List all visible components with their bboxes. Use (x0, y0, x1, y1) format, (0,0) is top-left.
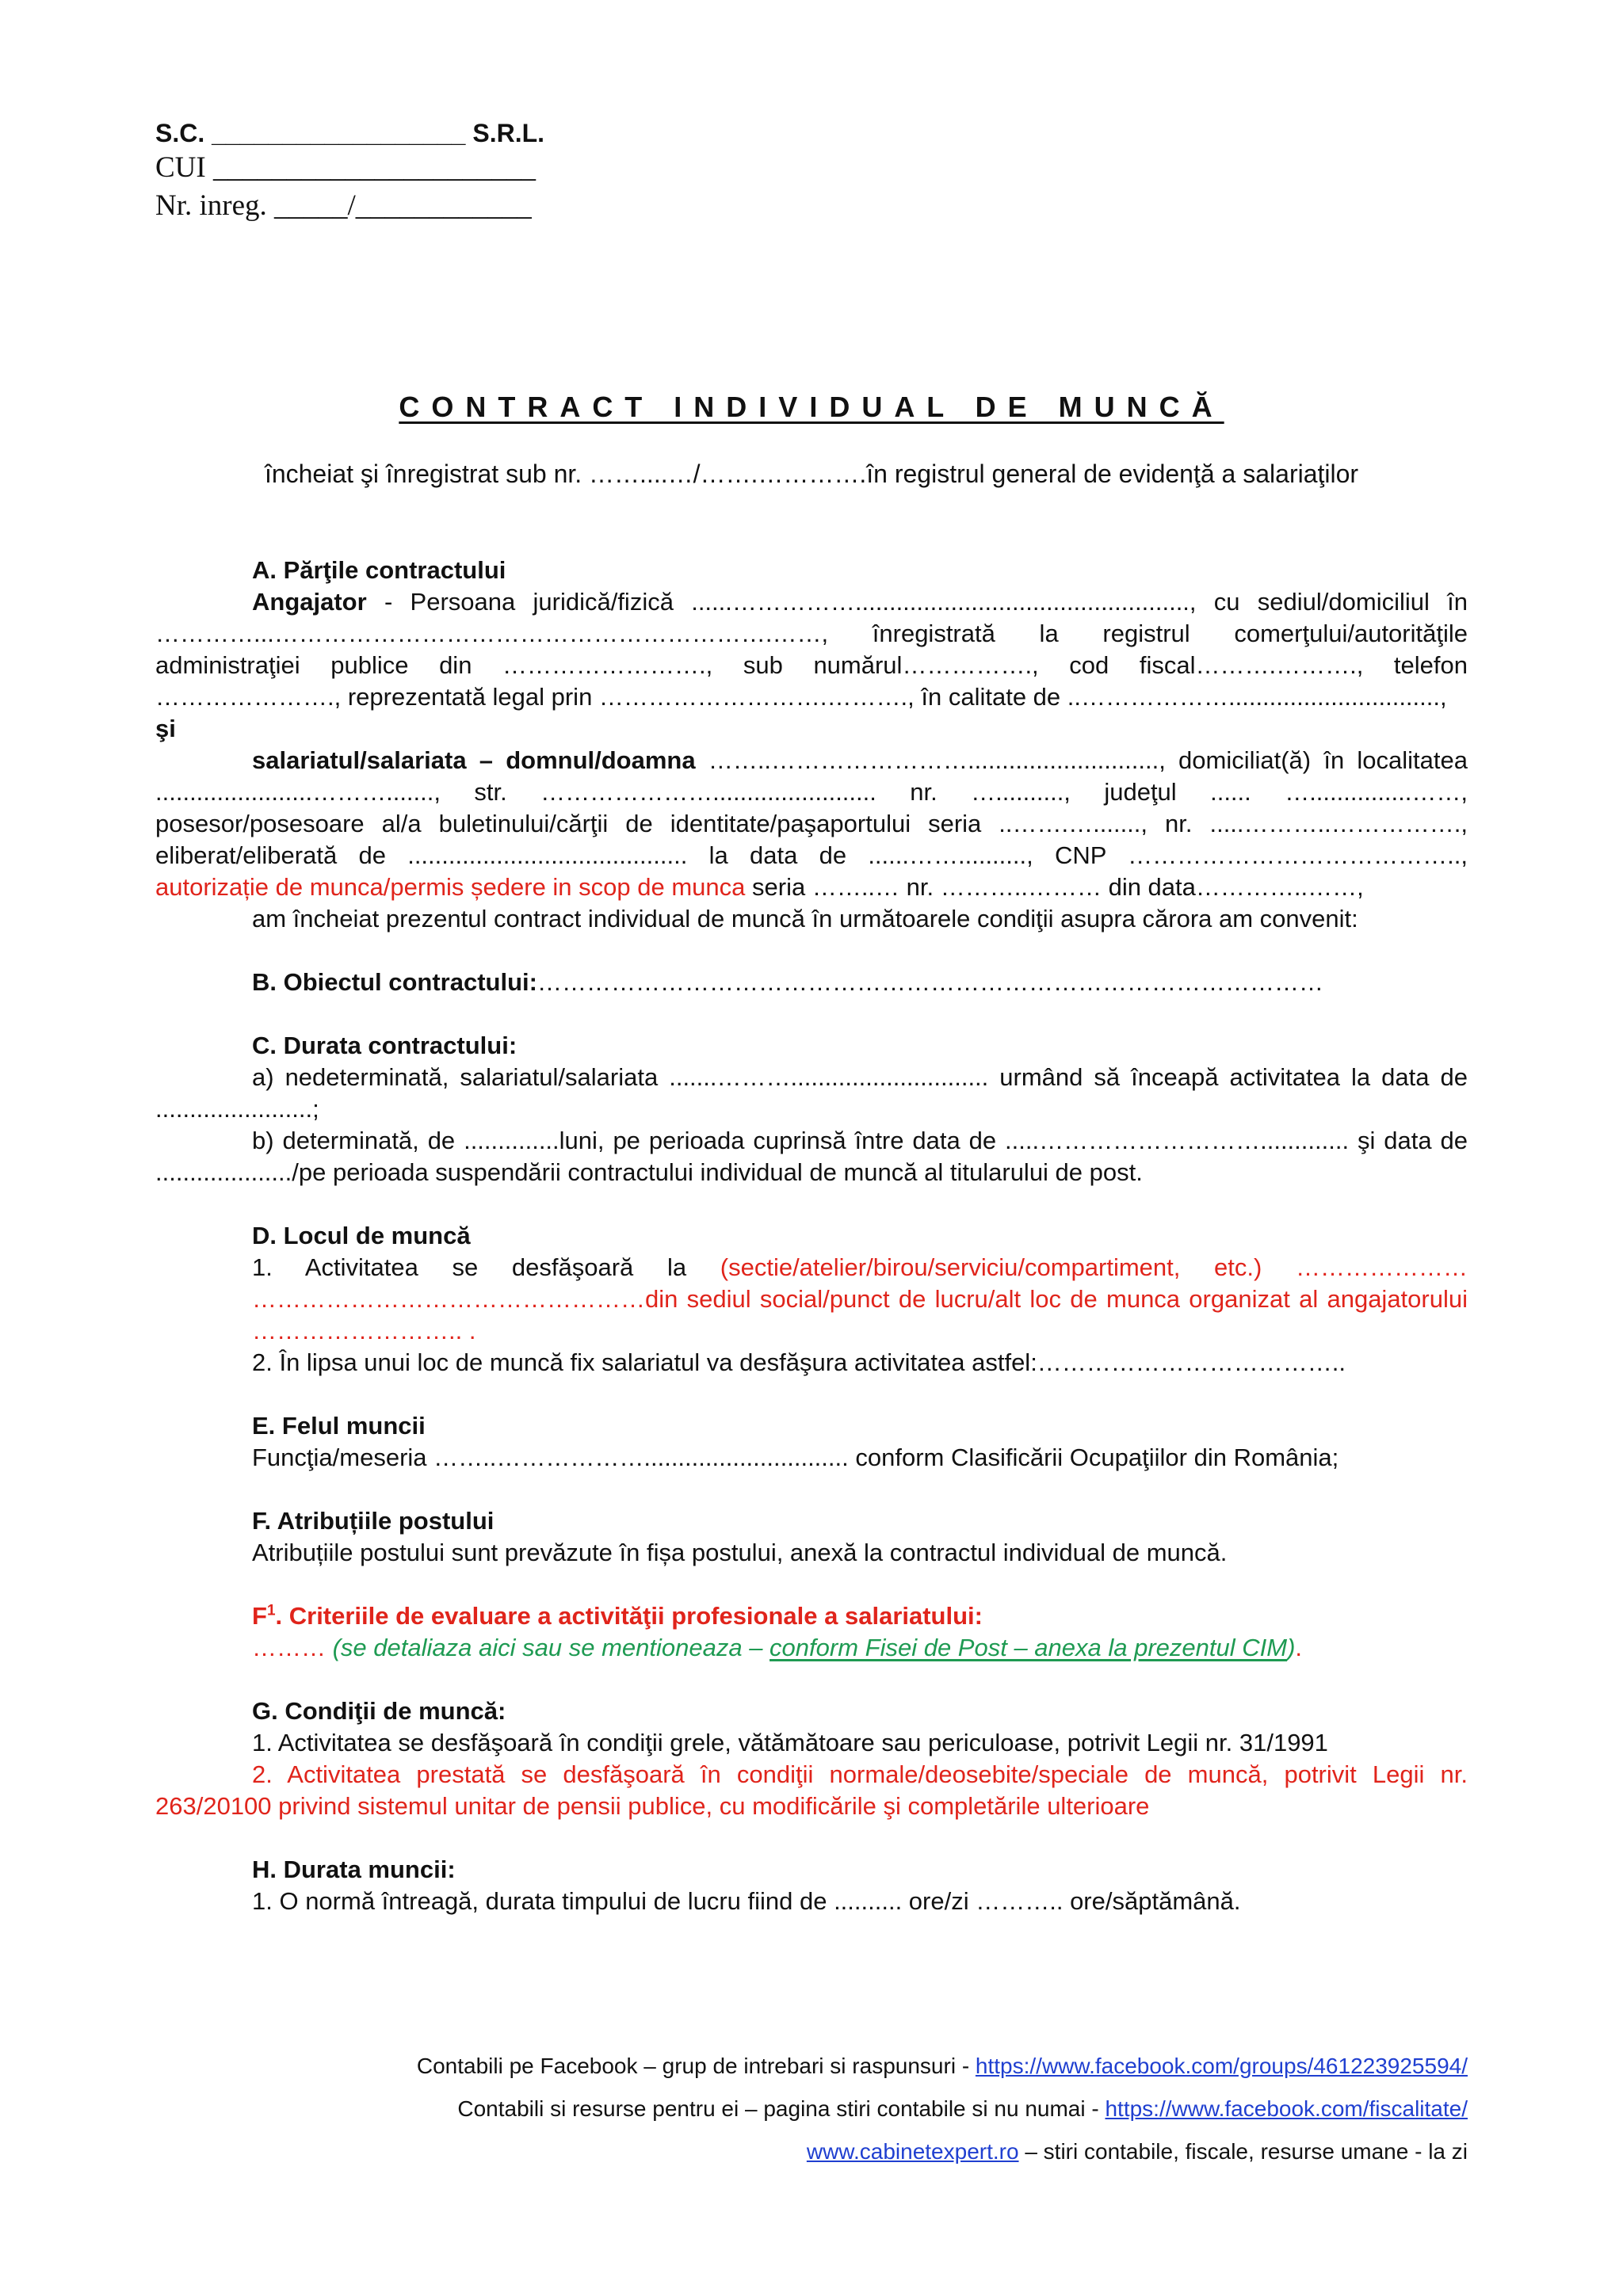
section-a-heading: A. Părţile contractului (252, 556, 506, 584)
section-f1-heading: $F^1$. Criteriile de evaluare a activităţii profesionale a salariatului: (252, 1602, 983, 1630)
section-c-item-b: b) determinată, de ..............luni, pe perioada cuprinsă între data de .....………………………............. şi data de ..................../pe perioada suspendării contractului individual de muncă al titularului de post. (155, 1127, 1468, 1186)
document-subtitle: încheiat şi înregistrat sub nr. ……....…/…….………….în registrul general de evidenţă a salariaţilor (264, 460, 1359, 488)
footer-line-2: Contabili si resurse pentru ei – pagina stiri contabile si nu numai - https://www.facebook.com/fiscalitate/ (457, 2096, 1468, 2121)
section-h-heading: H. Durata muncii: (252, 1855, 456, 1883)
section-f-heading: F. Atribuțiile postului (252, 1507, 495, 1535)
section-g-heading: G. Condiţii de muncă: (252, 1697, 506, 1725)
section-f-text: Atribuțiile postului sunt prevăzute în fișa postului, anexă la contractul individual de muncă. (252, 1539, 1228, 1566)
section-c-item-a: a) nedeterminată, salariatul/salariata .......………............................. urmând să înceapă activitatea la data de .......................; (155, 1063, 1468, 1123)
fisa-postului-link: conform Fisei de Post – anexa la prezentul CIM (769, 1634, 1288, 1661)
document-title: CONTRACT INDIVIDUAL DE MUNCĂ (399, 391, 1224, 423)
section-d-heading: D. Locul de muncă (252, 1222, 471, 1249)
registration-line: Nr. inreg. _____/____________ (155, 189, 532, 222)
and-label: şi (155, 715, 176, 742)
section-c-heading: C. Durata contractului: (252, 1032, 517, 1059)
section-b: B. Obiectul contractului:…………………………………………………………………………………… (252, 968, 1323, 996)
employee-paragraph: salariatul/salariata – domnul/doamna ……..……………………............................, domiciliat(ă) în localitatea .......................………......., str. …………………........................ nr. ….........., judeţul ...... …...............……, posesor/posesoare al/a buletinului/cărţii de identitate/paşaportului seria ..…….…......., nr. .....………..……………., eliberat/eliberată de ......................................... la data de ......…….........., CNP ………………………………….., autorizație de munca/permis ședere in scop de munca seria ……..… nr. ………..……… din data…………..……, (155, 746, 1468, 901)
section-h-item-1: 1. O normă întreagă, durata timpului de lucru fiind de .......... ore/zi ……….. ore/săptămână. (252, 1887, 1241, 1915)
agreement-paragraph: am încheiat prezentul contract individual de muncă în următoarele condiţii asupra cărora am convenit: (252, 905, 1358, 933)
section-g-item-1: 1. Activitatea se desfăşoară în condiţii grele, vătămătoare sau periculoase, potrivit Legii nr. 31/1991 (252, 1729, 1328, 1756)
employer-paragraph: Angajator - Persoana juridică/fizică ......……………................................................., cu sediul/domiciliul în …………...…………………………………………………….……, înregistrată la registrul comerţului/autorităţile administraţiei publice din ……………………., sub numărul……………., cod fiscal……….………., telefon …………………., reprezentată legal prin ……………………….………., în calitate de ..………………..............................., (155, 588, 1468, 711)
company-line: S.C. __________________ S.R.L. (155, 119, 545, 147)
facebook-page-link[interactable]: https://www.facebook.com/fiscalitate/ (1105, 2096, 1468, 2121)
section-e-text: Funcţia/meseria ……..……………….............................. conform Clasificării Ocupaţiilor din România; (252, 1444, 1339, 1471)
cui-line: CUI ______________________ (155, 151, 536, 184)
section-d-item-1: 1. Activitatea se desfăşoară la (sectie/atelier/birou/serviciu/compartiment, etc.) ………………… …………………………………………din sediul social/punct de lucru/alt loc de munca organizat al angajatorului …………………….. . (252, 1253, 1468, 1344)
footer-line-1: Contabili pe Facebook – grup de intrebari si raspunsuri - https://www.facebook.com/groups/461223925594/ (416, 2054, 1468, 2078)
footer-line-3: www.cabinetexpert.ro – stiri contabile, fiscale, resurse umane - la zi (806, 2139, 1468, 2164)
section-f1-text: ……… (se detaliaza aici sau se mentioneaza – conform Fisei de Post – anexa la prezentul CIM). (252, 1634, 1303, 1661)
contract-body (155, 555, 1468, 1917)
cabinetexpert-link[interactable]: www.cabinetexpert.ro (806, 2139, 1019, 2164)
section-d-item-2: 2. În lipsa unui loc de muncă fix salariatul va desfăşura activitatea astfel:……………………………….. (252, 1348, 1346, 1376)
section-e-heading: E. Felul muncii (252, 1412, 426, 1440)
section-g-item-2: 2. Activitatea prestată se desfăşoară în condiţii normale/deosebite/speciale de muncă, potrivit Legii nr. 263/20100 privind sistemul unitar de pensii publice, cu modificările şi completările ulterioare (155, 1760, 1468, 1820)
facebook-group-link[interactable]: https://www.facebook.com/groups/461223925594/ (975, 2054, 1468, 2078)
